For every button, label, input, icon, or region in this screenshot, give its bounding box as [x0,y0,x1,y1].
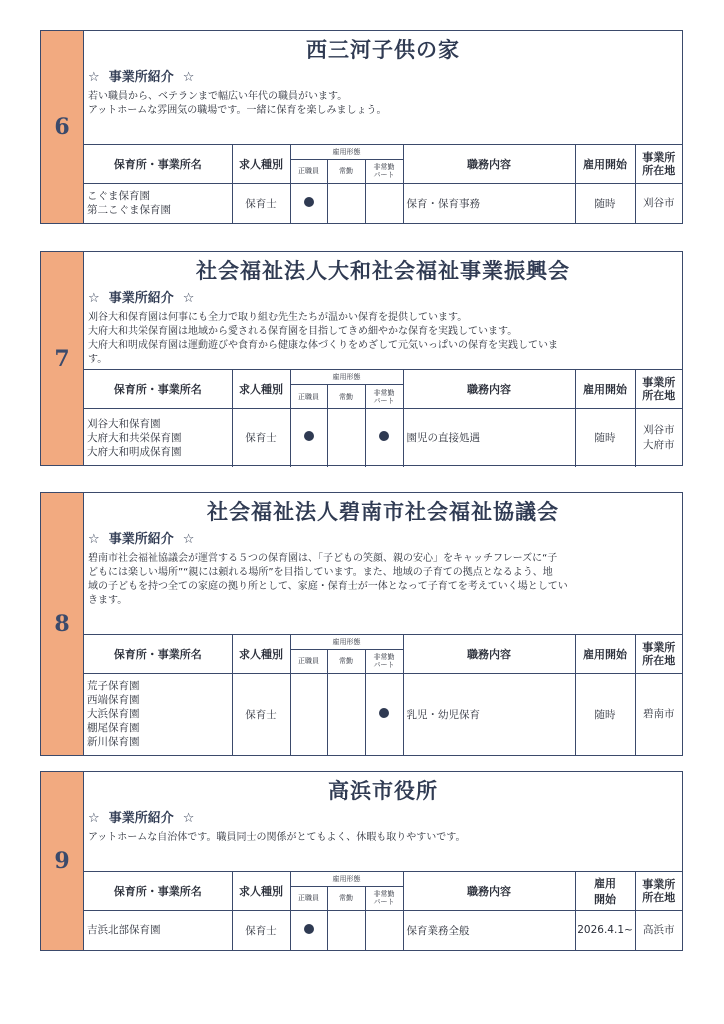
table-row [84,409,682,467]
office-name: 西端保育園 [87,694,140,707]
job-type-cell: 保育士 [232,910,290,950]
office-name: 大府大和共栄保育園 [87,431,182,444]
header-parttime: 非常勤 パート [365,159,403,183]
permanent-cell [327,910,365,950]
fulltime-cell [290,673,327,755]
office-name: 棚尾保育園 [87,722,140,735]
card-number: 6 [41,31,84,223]
job-table [84,871,682,951]
table-row [84,673,682,755]
header-duties: 職務内容 [403,144,575,183]
parttime-cell [365,409,403,467]
job-card-6 [40,30,683,224]
office-name: 大府大和明成保育園 [87,445,182,458]
start-cell: 随時 [575,673,635,755]
fulltime-mark-icon [304,431,314,441]
header-parttime: 非常勤 パート [365,385,403,409]
star-icon: ☆ [182,811,195,826]
star-icon: ☆ [88,532,100,547]
office-name: 大浜保育園 [87,708,140,721]
duties-cell: 保育・保育事務 [403,183,575,223]
header-duties: 職務内容 [403,634,575,673]
office-name: 刈谷大和保育園 [87,417,161,430]
duties-cell: 保育業務全般 [403,910,575,950]
parttime-cell [365,910,403,950]
office-name: 第二こぐま保育園 [87,204,171,217]
header-employment: 雇用形態 [290,871,403,886]
header-location: 事業所 所在地 [635,144,682,183]
intro-description: 若い職員から、ベテランまで幅広い年代の職員がいます。 アットホームな雰囲気の職場です。一緒に保育を楽しみましょう。 [88,91,387,116]
fulltime-cell [290,910,327,950]
header-location: 事業所 所在地 [635,871,682,910]
employer-title: 西三河子供の家 [306,38,460,62]
header-office: 保育所・事業所名 [84,871,232,910]
job-card-8 [40,492,683,756]
header-parttime: 非常勤 パート [365,886,403,910]
star-icon: ☆ [182,291,195,306]
job-card-7 [40,251,683,466]
office-name: 吉浜北部保育園 [87,924,161,937]
start-cell: 2026.4.1~ [575,910,635,950]
header-permanent: 常勤 [327,649,365,673]
card-number: 9 [41,772,84,950]
header-location: 事業所 所在地 [635,370,682,409]
header-fulltime: 正職員 [290,385,327,409]
header-job-type: 求人種別 [232,634,290,673]
location-cell [635,673,682,755]
header-job-type: 求人種別 [232,144,290,183]
start-cell: 随時 [575,183,635,223]
office-name: 新川保育園 [87,736,140,749]
parttime-cell [365,673,403,755]
location-text: 刈谷市 [643,423,675,436]
star-icon: ☆ [88,291,100,306]
job-type-cell: 保育士 [232,409,290,467]
star-icon: ☆ [88,811,100,826]
parttime-cell [365,183,403,223]
intro-description: 碧南市社会福祉協議会が運営する５つの保育園は、「子どもの笑顔、親の安心」をキャッチフレーズに“子 どもには楽しい場所”“親には頼れる場所”を目指しています。また、地域の子育ての拠点となるよう、地 域の子どもを持つ全ての家庭の拠り所として、家庭・保育士が一体となって子育てを考えていく場としてい きます。 [88,553,568,606]
intro-description: 刈谷大和保育園は何事にも全力で取り組む先生たちが温かい保育を提供しています。 大府大和共栄保育園は地域から愛される保育園を目指してきめ細やかな保育を実践しています。 大府大和明成保育園は運動遊びや食育から健康な体づくりをめざして元気いっぱいの保育を実践していま す。 [88,312,558,365]
header-start: 雇用 開始 [575,871,635,910]
office-list [84,409,232,467]
permanent-cell [327,673,365,755]
job-table [84,634,682,756]
parttime-mark-icon [379,708,389,718]
table-row [84,183,682,223]
star-icon: ☆ [182,70,195,85]
location-text: 大府市 [643,438,675,451]
intro-heading: ☆ 事業所紹介 ☆ [88,70,195,85]
employer-title: 高浜市役所 [328,779,438,803]
header-job-type: 求人種別 [232,871,290,910]
intro-description: アットホームな自治体です。職員同士の関係がとてもよく、休暇も取りやすいです。 [88,832,466,843]
header-permanent: 常勤 [327,159,365,183]
parttime-mark-icon [379,431,389,441]
job-table [84,369,682,467]
header-location: 事業所 所在地 [635,634,682,673]
fulltime-mark-icon [304,197,314,207]
header-start: 雇用開始 [575,144,635,183]
card-body [84,31,682,223]
office-list [84,183,232,223]
header-employment: 雇用形態 [290,144,403,159]
card-body [84,493,682,755]
location-text: 刈谷市 [643,196,675,209]
header-employment: 雇用形態 [290,634,403,649]
permanent-cell [327,409,365,467]
intro-heading: ☆ 事業所紹介 ☆ [88,811,195,826]
header-permanent: 常勤 [327,385,365,409]
card-number: 7 [41,252,84,465]
card-number: 8 [41,493,84,755]
header-fulltime: 正職員 [290,886,327,910]
star-icon: ☆ [88,70,100,85]
card-body [84,252,682,465]
office-name: こぐま保育園 [87,190,150,203]
header-office: 保育所・事業所名 [84,634,232,673]
job-type-cell: 保育士 [232,183,290,223]
location-cell [635,409,682,467]
header-duties: 職務内容 [403,370,575,409]
header-duties: 職務内容 [403,871,575,910]
header-start: 雇用開始 [575,370,635,409]
job-table [84,144,682,224]
header-fulltime: 正職員 [290,159,327,183]
duties-cell: 乳児・幼児保育 [403,673,575,755]
header-employment: 雇用形態 [290,370,403,385]
header-permanent: 常勤 [327,886,365,910]
fulltime-mark-icon [304,924,314,934]
header-start: 雇用開始 [575,634,635,673]
intro-heading: ☆ 事業所紹介 ☆ [88,291,195,306]
header-office: 保育所・事業所名 [84,370,232,409]
office-name: 荒子保育園 [87,680,140,693]
location-text: 高浜市 [643,923,675,936]
job-type-cell: 保育士 [232,673,290,755]
office-list [84,910,232,950]
duties-cell: 園児の直接処遇 [403,409,575,467]
fulltime-cell [290,183,327,223]
office-list [84,673,232,755]
header-job-type: 求人種別 [232,370,290,409]
fulltime-cell [290,409,327,467]
star-icon: ☆ [182,532,195,547]
header-parttime: 非常勤 パート [365,649,403,673]
location-text: 碧南市 [643,707,675,720]
intro-heading: ☆ 事業所紹介 ☆ [88,532,195,547]
permanent-cell [327,183,365,223]
card-body [84,772,682,950]
header-fulltime: 正職員 [290,649,327,673]
start-cell: 随時 [575,409,635,467]
table-row [84,910,682,950]
location-cell [635,183,682,223]
header-office: 保育所・事業所名 [84,144,232,183]
job-card-9 [40,771,683,951]
employer-title: 社会福祉法人大和社会福祉事業振興会 [196,259,570,283]
location-cell [635,910,682,950]
employer-title: 社会福祉法人碧南市社会福祉協議会 [207,500,559,524]
